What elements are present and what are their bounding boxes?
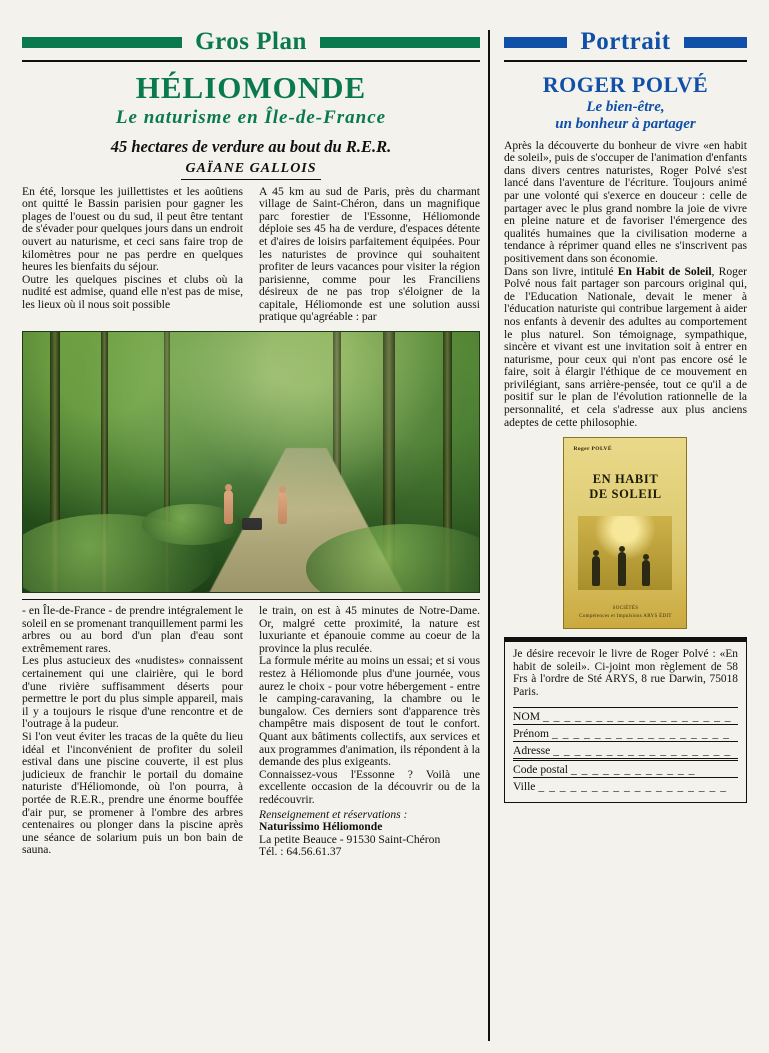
- coupon-label: Ville: [512, 779, 536, 793]
- paragraph: Outre les quelques piscines et clubs où la nudité est admise, quand elle n'est pas de mise, les lieux où il nous soit possible: [22, 272, 243, 311]
- paragraph: le train, on est à 45 minutes de Notre-Dame. Or, malgré cette proximité, la nature est luxuriante et épanouie comme au coeur de la province la plus reculée.: [259, 604, 480, 655]
- coupon-field-code-postal[interactable]: [513, 760, 738, 777]
- section-title-portrait: Portrait: [580, 28, 671, 55]
- coupon-intro: Je désire recevoir le livre de Roger Polvé : «En habit de soleil». Ci-joint mon règlement de 58 Frs à l'ordre de Sté ARYS, 8 rue Darwin, 75018 Paris.: [512, 648, 738, 699]
- forest-path-photo: [22, 331, 480, 593]
- contact-phone: Tél. : 64.56.61.37: [259, 845, 342, 859]
- portrait-subtitle-line1: Le bien-être,: [586, 99, 665, 115]
- coupon-input-line[interactable]: _ _ _ _ _ _ _ _ _ _ _ _ _ _ _ _ _: [553, 743, 732, 757]
- book-cover-artwork: [578, 516, 672, 590]
- book-cover-figure: [592, 556, 600, 586]
- main-col-2: [259, 605, 480, 859]
- article-column: [22, 28, 480, 1043]
- book-cover-image: [563, 437, 687, 629]
- paragraph: - en Île-de-France - de prendre intégralement le soleil en se promenant tranquillement parmi les arbres ou au bord d'un plan d'eau sont extrêmement rares.: [22, 604, 243, 655]
- paragraph: La formule mérite au moins un essai; et si vous restez à Héliomonde plus d'une journée, vous aurez le choix - pour votre hébergement - entre le camping-caravaning, la chambre ou le bungalow. Ces derniers sont d'apparence très champêtre mais disposent de tout le confort. Quant aux bâtiments collectifs, aux services et aux programmes d'animation, ils répondent à la demande des plus exigeants.: [259, 654, 480, 769]
- column-divider: [488, 30, 490, 1041]
- book-cover-figure: [618, 552, 626, 586]
- paragraph: Après la découverte du bonheur de vivre «en habit de soleil», puis de s'occuper de l'animation d'enfants dans divers centres naturistes, Roger Polvé s'est lancé dans l'aventure de l'écriture. Toujours animé par une volonté qui s'exerce en douceur : celle de partager avec le plus grand nombre la joie de vivre en pleine nature et de favoriser l'émergence des qualités humaines que la civilisation moderne a tendance à réprimer quand elles ne s'inscrivent pas positivement dans son économie.: [503, 138, 747, 265]
- intro-text-block: [22, 186, 480, 325]
- intro-col-2: [259, 186, 480, 325]
- paragraph-with-book-title: [504, 266, 747, 430]
- portrait-body: [504, 140, 747, 430]
- page-columns: [22, 28, 747, 1043]
- section-rule-left: [504, 37, 567, 48]
- article-byline: [22, 161, 480, 180]
- coupon-label: Prénom: [512, 726, 550, 740]
- portrait-column: [504, 28, 747, 1043]
- coupon-input-line[interactable]: _ _ _ _ _ _ _ _ _ _ _ _: [570, 762, 696, 776]
- order-coupon[interactable]: [504, 637, 747, 802]
- publisher-name: SOCIÉTÉS: [612, 606, 639, 612]
- section-rule-right: [684, 37, 747, 48]
- intro-col-1: [22, 186, 243, 325]
- book-cover-title-line2: DE SOLEIL: [589, 486, 662, 501]
- article-subtitle: Le naturisme en Île-de-France: [115, 106, 387, 128]
- coupon-input-line[interactable]: _ _ _ _ _ _ _ _ _ _ _ _ _ _ _ _ _: [551, 726, 730, 740]
- section-rule-right: [320, 37, 480, 48]
- coupon-field-nom[interactable]: [513, 707, 738, 724]
- book-cover-figure: [642, 560, 650, 586]
- paragraph: A 45 km au sud de Paris, près du charmant village de Saint-Chéron, dans un magnifique parc forestier de l'Essonne, Héliomonde déploie ses 45 ha de verdure, d'espaces détente et d'aires de loisirs parfaitement équipées. Pour les naturistes de province qui souhaitent profiter de leurs vacances pour visiter la région parisienne, comme pour les Franciliens désireux de ne pas trop s'éloigner de la capitale, Héliomonde est une solution aussi pratique qu'agréable : par: [259, 184, 480, 324]
- portrait-name: ROGER POLVÉ: [542, 72, 709, 97]
- coupon-label: NOM: [512, 709, 541, 723]
- coupon-field-prenom[interactable]: [513, 724, 738, 741]
- portrait-subtitle-line2: un bonheur à partager: [555, 115, 696, 132]
- byline-rule: [181, 179, 321, 180]
- paragraph-part-2: , Roger Polvé nous fait partager son parcours original qui, de l'Education Nationale, devait le mener à l'éducation naturiste qui contribue largement à aider nos enfants à devenir des adultes au comportement le plus naturel. Son témoignage, sympathique, sincère et vivant est une invitation soit à entrer en naturisme, pour ceux qui n'ont pas encore osé le faire, soit à élargir l'éthique de ce mouvement en privilégiant, sans arrière-pensée, tout ce qu'il a de positif sur le plan de l'évolution rationnelle de la personnalité, et cela s'adresse aux plus anciens adeptes de cette philosophie.: [503, 264, 747, 429]
- header-divider: [22, 60, 480, 62]
- main-text-block: [22, 605, 480, 859]
- book-cover-title: [564, 472, 686, 501]
- coupon-label: Adresse: [512, 743, 551, 757]
- book-cover-publisher: [564, 605, 686, 620]
- main-col-1: [22, 605, 243, 859]
- photo-sunlight: [23, 332, 479, 592]
- book-title-inline: En Habit de Soleil: [617, 264, 712, 278]
- coupon-input-line[interactable]: _ _ _ _ _ _ _ _ _ _ _ _ _ _ _ _ _ _: [538, 779, 727, 793]
- paragraph: Les plus astucieux des «nudistes» connaissent certainement qui une clairière, qui le bord d'une rivière suffisamment déserts pour permettre le port du plus simple appareil, mais il y a toujours le risque d'une rencontre et de l'outrage à la pudeur.: [22, 654, 243, 731]
- coupon-field-ville[interactable]: [513, 777, 738, 794]
- book-cover-title-line1: EN HABIT: [592, 472, 659, 487]
- paragraph: En été, lorsque les juillettistes et les aoûtiens ont quitté le Bassin parisien pour gagner les plages de l'ouest ou du sud, il peut être tentant de s'évader pour quelques jours dans un endroit ouvert au naturisme, et ceci sans faire trop de kilomètres pour ne pas perdre en quelques heures les bienfaits du séjour.: [22, 184, 243, 274]
- section-title-gros-plan: Gros Plan: [195, 28, 307, 55]
- contact-label: Renseignement et réservations :: [259, 807, 408, 821]
- article-title: HÉLIOMONDE: [135, 70, 367, 105]
- coupon-field-adresse[interactable]: [513, 741, 738, 758]
- section-header-portrait: [504, 28, 747, 56]
- contact-address: La petite Beauce - 91530 Saint-Chéron: [259, 832, 441, 846]
- coupon-top-rule: [505, 638, 746, 642]
- contact-name: Naturissimo Héliomonde: [259, 820, 383, 834]
- portrait-subtitle: [504, 99, 747, 133]
- photo-divider: [22, 599, 480, 600]
- coupon-input-line[interactable]: _ _ _ _ _ _ _ _ _ _ _ _ _ _ _ _ _ _: [542, 709, 732, 723]
- book-cover-author: Roger POLVÉ: [573, 446, 612, 453]
- contact-block: [259, 809, 480, 859]
- coupon-label: Code postal: [512, 762, 569, 776]
- paragraph-part-1: Dans son livre, intitulé: [503, 264, 618, 278]
- publisher-subline: Compétences et Impulsions ARYS ÉDIT: [579, 613, 672, 619]
- article-kicker: 45 hectares de verdure au bout du R.E.R.: [110, 136, 392, 156]
- byline-text: GAÏANE GALLOIS: [185, 160, 317, 176]
- section-rule-left: [22, 37, 182, 48]
- header-divider: [504, 60, 747, 62]
- paragraph: Si l'on veut éviter les tracas de la quête du lieu idéal et l'inconvénient de profiter du soleil estival dans une piscine couverte, il est plus judicieux de franchir le portail du domaine naturiste d'Héliomonde, où l'on pourra, à portée de R.E.R., prendre une énorme bouffée d'air pur, se promener à l'ombre des arbres centenaires ou plonger dans la piscine après une séance de solarium puis un bon bain de sauna.: [22, 730, 243, 857]
- section-header-gros-plan: [22, 28, 480, 56]
- paragraph: Connaissez-vous l'Essonne ? Voilà une excellente occasion de la découvrir ou de la redécouvrir.: [259, 767, 480, 806]
